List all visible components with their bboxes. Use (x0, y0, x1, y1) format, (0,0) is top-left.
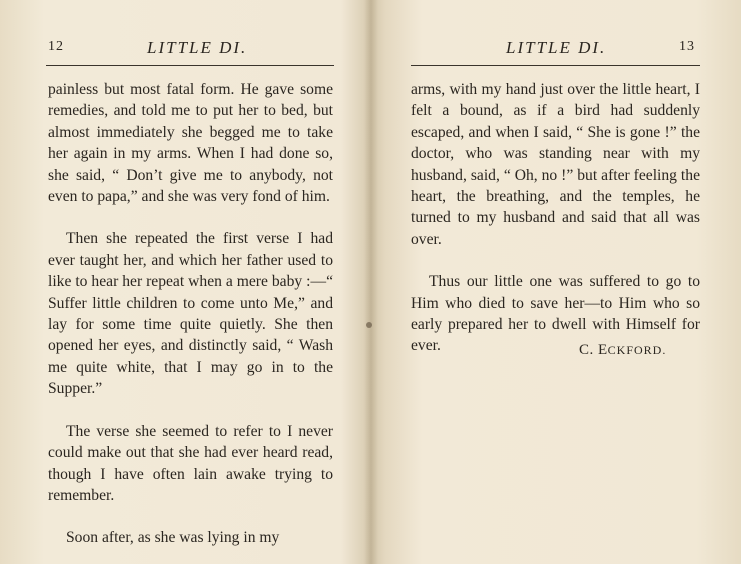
left-paragraph-4: Soon after, as she was lying in my (66, 529, 280, 547)
left-paragraph-1: painless but most fatal form. He gave some remedies, and told me to put her to bed, but almost immediately she begged me to take her again in my arms. When I had done so, she said, “ Don’t give me to anybody, not even to papa,” and she was very fond of him. (48, 81, 333, 206)
left-paragraph-2: Then she repeated the first verse I had ever taught her, and which her father used to like to hear her repeat when a mere baby :—“ Suffer little children to come unto Me,” and lay for some time quite quietly. She then opened her eyes, and distinctly said, “ Wash me quite white, that I may go in to the Supper.” (48, 230, 333, 398)
signature-rest: CKFORD. (607, 343, 667, 357)
left-page (0, 0, 370, 564)
author-signature (579, 342, 666, 359)
left-paragraph-3: The verse she seemed to refer to I never could make out that she had ever heard read, though I have often lain awake trying to remember. (48, 422, 333, 504)
left-header-rule (46, 65, 334, 66)
right-paragraph-1: arms, with my hand just over the little heart, I felt a bound, as if a bird had suddenly escaped, and when I said, “ She is gone !” the doctor, who was standing near with my husband, said, “ Oh, no !” but after feeling the heart, the breathing, and the temples, he turned to my husband and said that all was over. (411, 81, 700, 248)
right-running-head: LITTLE DI. (506, 38, 607, 57)
right-page-number: 13 (679, 39, 695, 54)
right-header-rule (411, 65, 700, 66)
right-page (371, 0, 741, 564)
left-text-block (48, 79, 333, 549)
right-text-block (411, 79, 700, 357)
right-paragraph-2: Thus our little one was suffered to go to Him who died to save her—to Him who so early prepared her to dwell with Himself for ever. (411, 273, 700, 355)
left-running-head: LITTLE DI. (147, 38, 248, 57)
signature-initial: C. E (579, 342, 608, 358)
left-page-number: 12 (48, 39, 64, 54)
